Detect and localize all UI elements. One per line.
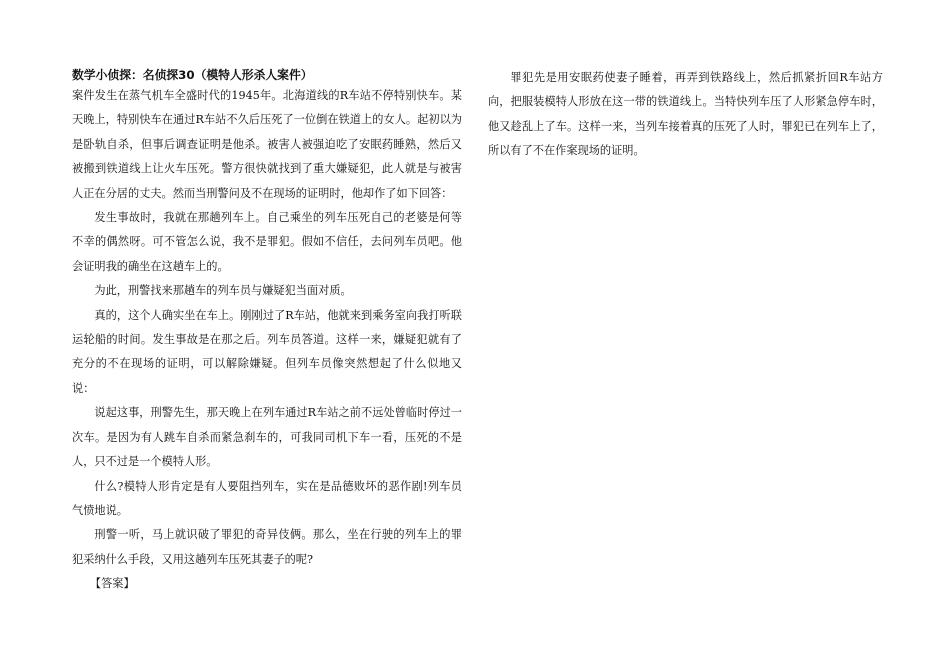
answer-label: 【答案】 — [89, 577, 135, 591]
conductor-testimony-paragraph: 真的，这个人确实坐在车上。刚刚过了R车站，他就来到乘务室向我打听联运轮船的时间。发生事故是在那之后。列车员答道。这样一来，嫌疑犯就有了充分的不在现场的证明，可以解除嫌疑。但列车员像突然想起了什么似地又说： — [72, 308, 462, 395]
suspect-statement-paragraph: 发生事故时，我就在那趟列车上。自己乘坐的列车压死自己的老婆是何等不幸的偶然呀。可不管怎么说，我不是罪犯。假如不信任，去问列车员吧。他会证明我的确坐在这趟车上的。 — [72, 211, 462, 273]
confrontation-paragraph: 为此，刑警找来那趟车的列车员与嫌疑犯当面对质。 — [94, 284, 352, 298]
conductor-anger-paragraph: 什么?模特人形肯定是有人要阻挡列车，实在是品德败坏的恶作剧!列车员气愤地说。 — [72, 479, 462, 517]
conductor-recall-paragraph: 说起这事，刑警先生，那天晚上在列车通过R车站之前不远处曾临时停过一次车。是因为有人跳车自杀而紧急刹车的，可我同司机下车一看，压死的不是人，只不过是一个模特人形。 — [72, 406, 462, 469]
answer-paragraph: 罪犯先是用安眠药使妻子睡着，再弄到铁路线上，然后抓紧折回R车站方向，把服装模特人形放在这一带的铁道线上。当特快列车压了人形紧急停车时，他又趁乱上了车。这样一来，当列车接着真的压死了人时，罪犯已在列车上了，所以有了不在作案现场的证明。 — [488, 71, 883, 158]
right-column — [488, 66, 883, 164]
question-paragraph: 刑警一听，马上就识破了罪犯的奇异伎俩。那么，坐在行驶的列车上的罪犯采纳什么手段，又用这趟列车压死其妻子的呢? — [72, 528, 462, 566]
case-intro-paragraph: 案件发生在蒸气机车全盛时代的1945年。北海道线的R车站不停特别快车。某天晚上，特别快车在通过R车站不久后压死了一位倒在铁道上的女人。起初以为是卧轨自杀，但事后调查证明是他杀。被害人被强迫吃了安眠药睡熟，然后又被搬到铁道线上让火车压死。警方很快就找到了重大嫌疑犯，此人就是与被害人正在分居的丈夫。然而当刑警问及不在现场的证明时，他却作了如下回答： — [72, 89, 462, 200]
left-column — [72, 66, 462, 597]
document-title: 数学小侦探：名侦探30（模特人形杀人案件） — [72, 68, 313, 82]
